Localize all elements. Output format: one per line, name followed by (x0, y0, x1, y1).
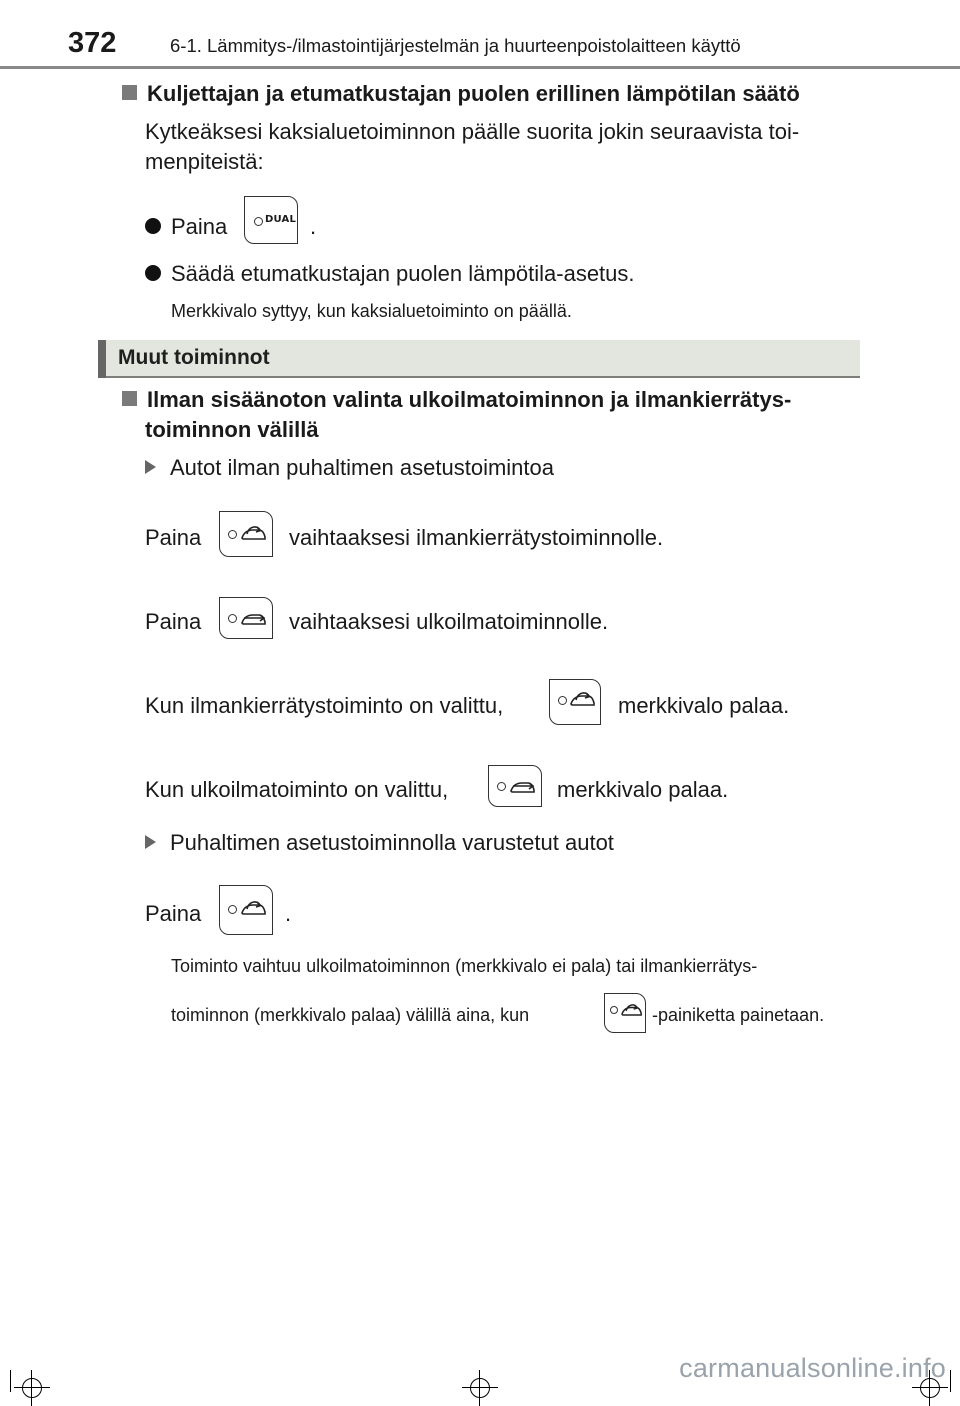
triangle-bullet-icon (145, 835, 156, 849)
indicator-light-icon (228, 530, 237, 539)
fresh-air-button-1 (219, 597, 273, 639)
sub-heading-1: Autot ilman puhaltimen asetustoimintoa (145, 452, 554, 484)
intake-button (219, 885, 273, 935)
row4-after: merkkivalo palaa. (557, 777, 729, 802)
page-number: 372 (68, 27, 117, 59)
sub-heading-2: Puhaltimen asetustoiminnolla varustetut autot (145, 827, 614, 859)
indicator-light-icon (610, 1006, 618, 1014)
dual-bullet-2: Säädä etumatkustajan puolen lämpötila-asetus. (145, 258, 635, 290)
intake-button-small (604, 993, 646, 1033)
fresh-air-icon (240, 606, 268, 630)
triangle-bullet-icon (145, 460, 156, 474)
section-title: Muut toiminnot (118, 346, 270, 369)
registration-mark (14, 1370, 50, 1406)
chapter-title: 6-1. Lämmitys-/ilmastointijärjestelmän ja huurteenpoistolaitteen käyttö (170, 35, 741, 56)
intake-note-line2-before: toiminnon (merkkivalo palaa) välillä aina, kun (171, 1005, 530, 1025)
row5-before: Paina (145, 901, 202, 926)
dual-intro-line2: menpiteistä: (145, 149, 264, 174)
bullet-icon (145, 265, 161, 281)
indicator-light-icon (497, 782, 506, 791)
row4-before: Kun ulkoilmatoiminto on valittu, (145, 777, 449, 802)
recirculation-icon (569, 687, 597, 711)
intake-note-line2-after: -painiketta painetaan. (652, 1005, 825, 1025)
crop-mark (950, 1370, 951, 1392)
watermark: carmanualsonline.info (679, 1353, 946, 1383)
recirculation-icon (620, 1000, 644, 1020)
intake-note-line1: Toiminto vaihtuu ulkoilmatoiminnon (merkkivalo ei pala) tai ilmankierrätys- (171, 956, 758, 976)
crop-mark (10, 1370, 11, 1392)
row3-after: merkkivalo palaa. (618, 693, 790, 718)
recirculation-icon (240, 521, 268, 545)
square-marker-icon (122, 85, 137, 100)
dual-bullet-1-period: . (310, 214, 317, 239)
bullet-icon (145, 218, 161, 234)
dual-heading: Kuljettajan ja etumatkustajan puolen erillinen lämpötilan säätö (122, 78, 800, 110)
dual-button: DUAL (244, 196, 298, 244)
dual-note: Merkkivalo syttyy, kun kaksialuetoiminto on päällä. (171, 301, 572, 321)
intake-heading-line1: Ilman sisäänoton valinta ulkoilmatoiminnon ja ilmankierrätys- (122, 384, 791, 416)
indicator-light-icon (558, 696, 567, 705)
row1-before: Paina (145, 525, 202, 550)
square-marker-icon (122, 391, 137, 406)
fresh-air-icon (509, 774, 537, 798)
row3-before: Kun ilmankierrätystoiminto on valittu, (145, 693, 504, 718)
row2-before: Paina (145, 609, 202, 634)
section-bar (98, 340, 860, 378)
header-divider (0, 66, 960, 69)
fresh-air-button-2 (488, 765, 542, 807)
row5-period: . (285, 901, 292, 926)
section-accent (98, 340, 106, 378)
dual-intro-line1: Kytkeäksesi kaksialuetoiminnon päälle suorita jokin seuraavista toi- (145, 119, 800, 144)
recirc-button-1 (219, 511, 273, 557)
indicator-light-icon (254, 217, 263, 226)
dual-bullet-1: Paina (145, 211, 227, 243)
recirc-button-2 (549, 679, 601, 725)
intake-heading-line2: toiminnon välillä (145, 417, 319, 442)
indicator-light-icon (228, 614, 237, 623)
row2-after: vaihtaaksesi ulkoilmatoiminnolle. (289, 609, 609, 634)
indicator-light-icon (228, 905, 237, 914)
row1-after: vaihtaaksesi ilmankierrätystoiminnolle. (289, 525, 664, 550)
recirculation-icon (240, 896, 268, 920)
registration-mark (462, 1370, 498, 1406)
